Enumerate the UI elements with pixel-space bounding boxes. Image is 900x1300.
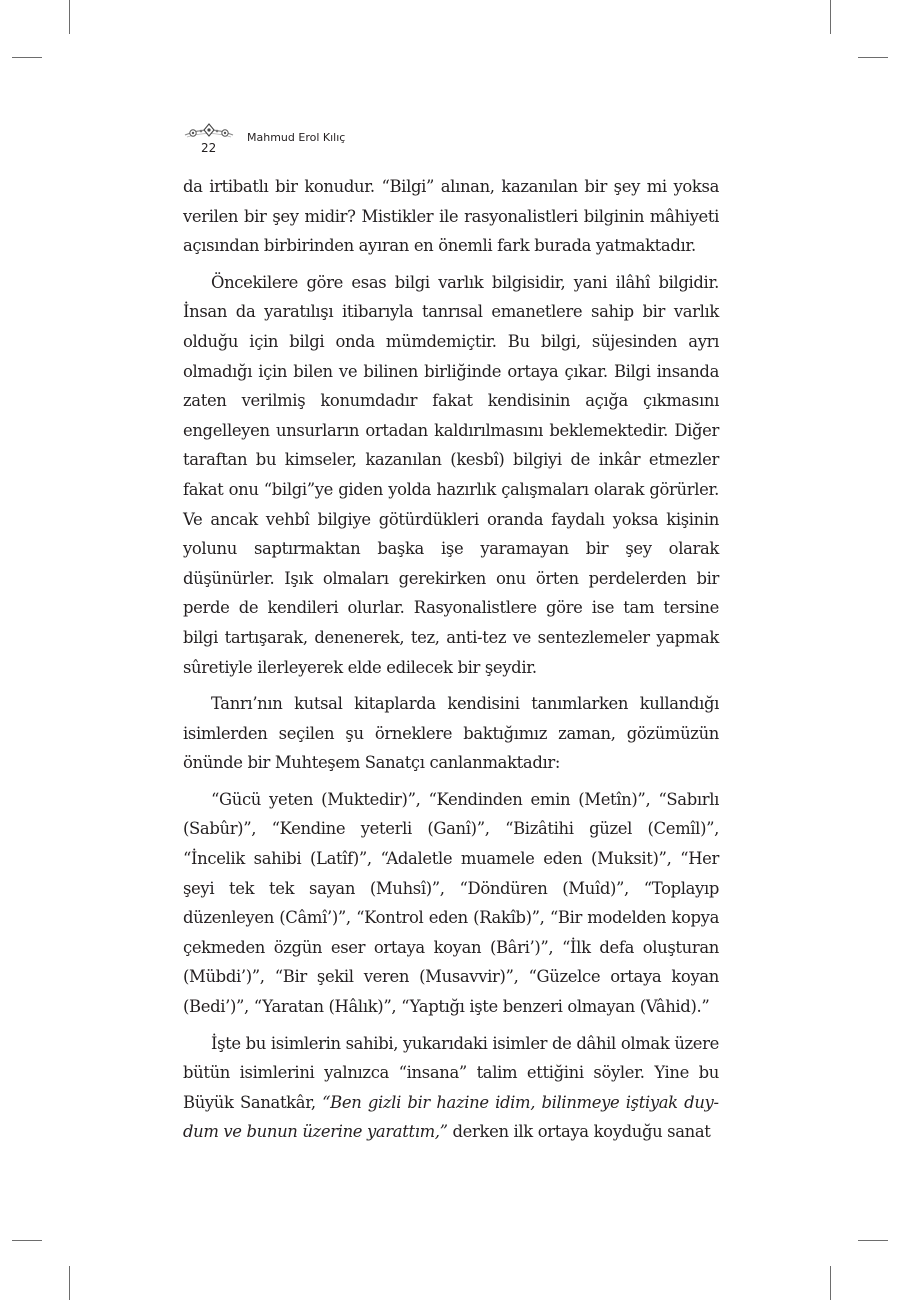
body-text [183,172,719,1154]
crop-mark [69,0,70,34]
crop-mark [12,57,42,58]
running-header-author: Mahmud Erol Kılıç [247,131,346,144]
crop-mark [858,57,888,58]
paragraph [183,1029,719,1147]
running-header [183,121,703,161]
paragraph-text: İşte bu isimlerin sahibi, yukarıdaki isimler de dâhil olmak üzere bütün isimlerini yalnızca “insana” talim ettiğini söyler. Yine bu Büyük Sanatkâr, [183,1033,719,1112]
crop-mark [830,1266,831,1300]
page-number: 22 [201,141,217,155]
crop-mark [830,0,831,34]
crop-mark [858,1240,888,1241]
paragraph-text: derken ilk ortaya koyduğu sanat [447,1122,711,1142]
crop-mark [12,1240,42,1241]
paragraph: Tanrı’nın kutsal kitaplarda kendisini tanımlarken kullandığı isimlerden seçilen şu örneklere baktığımız zaman, gözümüzün önünde bir Muhteşem Sanatçı canlanmaktadır: [183,694,719,773]
ornament-icon [183,121,235,141]
crop-mark [69,1266,70,1300]
paragraph: da irtibatlı bir konudur. “Bilgi” alınan, kazanılan bir şey mi yoksa verilen bir şey midir? Mistikler ile rasyonalistleri bilginin mâhiyeti açısından birbirinden ayıran en önemli fark burada yatmaktadır. [183,177,719,256]
paragraph: Öncekilere göre esas bilgi varlık bilgisidir, yani ilâhî bilgidir. İnsan da yaratılışı itibarıyla tanrısal emanetlere sahip bir varlık olduğu için bilgi onda mümdemiçtir. Bu bilgi, süjesinden ayrı olmadığı için bilen ve bilinen birliğinde ortaya çıkar. Bilgi insanda zaten verilmiş konumdadır fakat kendisinin açığa çıkmasını engelleyen unsurların ortadan kaldırılmasını beklemektedir. Diğer taraftan bu kimseler, kazanılan (kesbî) bilgiyi de inkâr etmezler fakat onu “bilgi”ye giden yolda hazırlık çalışmaları olarak görürler. Ve ancak vehbî bilgiye götürdükleri oranda faydalı yoksa kişinin yolunu saptırmaktan başka işe yaramayan bir şey olarak düşünürler. Işık olmaları gerekirken onu örten perdelerden bir perde de kendileri olurlar. Rasyonalistlere göre ise tam tersine bilgi tartışarak, denenerek, tez, anti-tez ve sentezlemeler yapmak sûretiyle ilerleyerek elde edilecek bir şeydir. [183,272,719,677]
paragraph: “Gücü yeten (Muktedir)”, “Kendinden emin (Metîn)”, “Sabırlı (Sabûr)”, “Kendine yeterli (Ganî)”, “Bizâtihi güzel (Cemîl)”, “İncelik sahibi (Latîf)”, “Adaletle muamele eden (Muksit)”, “Her şeyi tek tek sayan (Muhsî)”, “Döndüren (Muîd)”, “Toplayıp düzenleyen (Câmî’)”, “Kontrol eden (Rakîb)”, “Bir modelden kopya çekmeden özgün eser ortaya koyan (Bâri’)”, “İlk defa oluşturan (Mübdi’)”, “Bir şekil veren (Musavvir)”, “Güzelce ortaya koyan (Bedi’)”, “Yaratan (Hâlık)”, “Yaptığı işte benzeri olmayan (Vâhid).” [183,789,719,1017]
italic-quote: “Ben gizli bir hazine idim, bilinmeye iştiyak duydum ve bunun üzerine yarattım,” [183,1092,719,1142]
